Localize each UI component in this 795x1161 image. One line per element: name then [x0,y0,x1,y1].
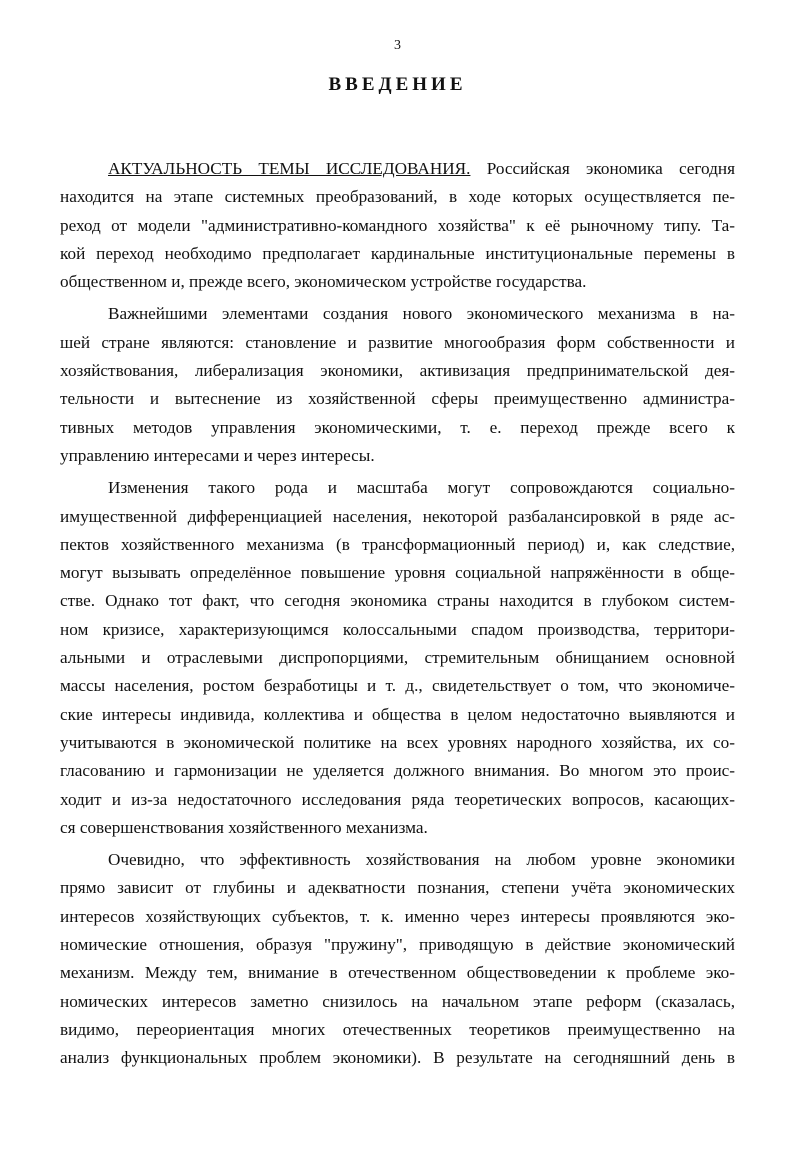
text-line: ские интересы индивида, коллектива и общества в целом недостаточно выявляются и [60,704,735,724]
text-line: Важнейшими элементами создания нового экономического механизма в на- [108,304,735,324]
text-line: механизм. Между тем, внимание в отечественном обществоведении к проблеме эко- [60,963,735,983]
paragraph-2 [60,300,735,470]
section-heading: АКТУАЛЬНОСТЬ ТЕМЫ ИССЛЕДОВАНИЯ. [108,159,471,178]
text-line: ном кризисе, характеризующимся колоссальными спадом производства, территори- [60,619,735,639]
text-line: пектов хозяйственного механизма (в трансформационный период) и, как следствие, [60,534,735,554]
text-line: прямо зависит от глубины и адекватности познания, степени учёта экономических [60,878,735,898]
text-line: стве. Однако тот факт, что сегодня экономика страны находится в глубоком систем- [60,591,735,611]
text-line-tail: Российская экономика сегодня [470,159,735,178]
text-line: ходит и из-за недостаточного исследования ряда теоретических вопросов, касающих- [60,789,735,809]
text-line: тивных методов управления экономическими, т. е. переход прежде всего к [60,417,735,437]
text-line: массы населения, ростом безработицы и т. д., свидетельствует о том, что экономиче- [60,676,735,696]
paragraph-3 [60,474,735,842]
page-number: 3 [394,38,401,53]
text-line: находится на этапе системных преобразований, в ходе которых осуществляется пе- [60,187,735,207]
document-body [60,155,735,1073]
text-line: гласованию и гармонизации не уделяется должного внимания. Во многом это проис- [60,761,735,781]
text-line: могут вызывать определённое повышение уровня социальной напряжённости в обще- [60,563,735,583]
text-line: имущественной дифференциацией населения, некоторой разбалансировкой в ряде ас- [60,506,735,526]
text-line: Изменения такого рода и масштаба могут сопровождаются социально- [108,478,735,498]
text-line [60,155,735,183]
text-line: анализ функциональных проблем экономики). В результате на сегодняшний день в [60,1048,735,1068]
text-line: альными и отраслевыми диспропорциями, стремительным обнищанием основной [60,648,735,668]
text-line: ся совершенствования хозяйственного механизма. [60,817,428,837]
page-title: ВВЕДЕНИЕ [328,74,467,95]
text-line: учитываются в экономической политике на всех уровнях народного хозяйства, их со- [60,732,735,752]
text-line: кой переход необходимо предполагает кардинальные институциональные перемены в [60,243,735,263]
text-line: реход от модели "административно-командного хозяйства" к её рыночному типу. Та- [60,215,735,235]
text-line: интересов хозяйствующих субъектов, т. к. именно через интересы проявляются эко- [60,906,735,926]
paragraph-1 [60,155,735,296]
text-line: шей стране являются: становление и развитие многообразия форм собственности и [60,332,735,352]
paragraph-4 [60,846,735,1072]
text-line: управлению интересами и через интересы. [60,445,375,465]
text-line: тельности и вытеснение из хозяйственной сферы преимущественно администра- [60,389,735,409]
text-line: номические отношения, образуя "пружину", приводящую в действие экономический [60,935,735,955]
text-line: номических интересов заметно снизилось на начальном этапе реформ (сказалась, [60,991,735,1011]
text-line: общественном и, прежде всего, экономическом устройстве государства. [60,272,587,292]
text-line: видимо, переориентация многих отечественных теоретиков преимущественно на [60,1019,735,1039]
text-line: Очевидно, что эффективность хозяйствования на любом уровне экономики [108,850,735,870]
text-line: хозяйствования, либерализация экономики, активизация предпринимательской дея- [60,361,735,381]
